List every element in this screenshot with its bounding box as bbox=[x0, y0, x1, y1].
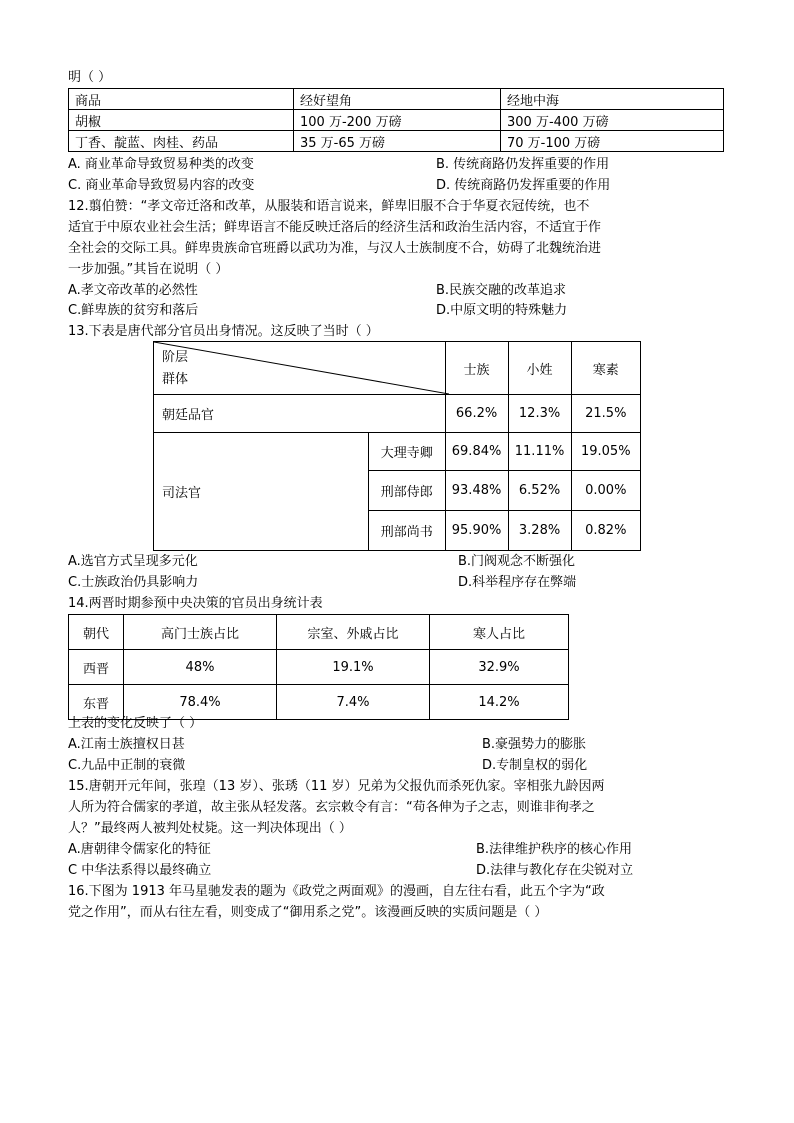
table-cell: 胡椒 bbox=[69, 110, 294, 131]
table-row bbox=[69, 131, 724, 152]
question-16-line: 党之作用”，而从右往左看，则变成了“御用系之党”。该漫画反映的实质问题是（ ） bbox=[68, 905, 548, 920]
question-15-line: 人所为符合儒家的孝道，故主张从轻发落。玄宗敕令有言：“苟各伸为子之志，则谁非徇孝之 bbox=[68, 800, 595, 815]
question-16-line: 16.下图为 1913 年马星驰发表的题为《政党之两面观》的漫画，自左往右看，此五个字为“政 bbox=[68, 884, 605, 899]
header-cell: 小姓 bbox=[508, 342, 571, 395]
question-14-title: 14.两晋时期参预中央决策的官员出身统计表 bbox=[68, 596, 323, 611]
table-cell: 11.11% bbox=[508, 433, 571, 471]
option-b: B.民族交融的改革追求 bbox=[436, 283, 567, 298]
table-cell: 12.3% bbox=[508, 395, 571, 433]
option-a: A.唐朝律令儒家化的特征 bbox=[68, 842, 211, 857]
table-cell: 70 万-100 万磅 bbox=[501, 131, 724, 152]
table-cell: 78.4% bbox=[124, 685, 277, 720]
option-c: C. 商业革命导致贸易内容的改变 bbox=[68, 178, 255, 193]
table-cell: 93.48% bbox=[445, 471, 508, 511]
option-b: B.门阀观念不断强化 bbox=[458, 554, 576, 569]
sub-row-label: 大理寺卿 bbox=[369, 433, 446, 471]
option-d: D.科举程序存在弊端 bbox=[458, 575, 577, 590]
option-c: C 中华法系得以最终确立 bbox=[68, 863, 212, 878]
trade-volume-table bbox=[68, 88, 724, 152]
table-row bbox=[154, 395, 641, 433]
table-header-row bbox=[154, 342, 641, 395]
option-b: B.豪强势力的膨胀 bbox=[482, 737, 587, 752]
option-a: A.江南士族擅权日甚 bbox=[68, 737, 185, 752]
option-a: A.孝文帝改革的必然性 bbox=[68, 283, 198, 298]
row-label: 司法官 bbox=[154, 433, 369, 551]
question-15-line: 人？”最终两人被判处杖毙。这一判决体现出（ ） bbox=[68, 821, 352, 836]
table-row bbox=[154, 433, 641, 471]
table-cell: 7.4% bbox=[277, 685, 430, 720]
table-cell: 0.00% bbox=[571, 471, 640, 511]
question-11-stem-tail: 明（ ） bbox=[68, 70, 112, 85]
table-cell: 0.82% bbox=[571, 511, 640, 551]
option-a: A. 商业革命导致贸易种类的改变 bbox=[68, 157, 254, 172]
table-cell: 6.52% bbox=[508, 471, 571, 511]
option-c: C.士族政治仍具影响力 bbox=[68, 575, 199, 590]
sub-row-label: 刑部尚书 bbox=[369, 511, 446, 551]
table-cell: 19.05% bbox=[571, 433, 640, 471]
option-a: A.选官方式呈现多元化 bbox=[68, 554, 198, 569]
option-c: C.鲜卑族的贫穷和落后 bbox=[68, 303, 199, 318]
jin-officials-table bbox=[68, 614, 569, 720]
question-12-line: 12.翦伯赞：“孝文帝迁洛和改革，从服装和语言说来，鲜卑旧服不合于华夏衣冠传统，也不 bbox=[68, 199, 590, 214]
sub-row-label: 刑部侍郎 bbox=[369, 471, 446, 511]
table-cell: 95.90% bbox=[445, 511, 508, 551]
header-cell: 士族 bbox=[445, 342, 508, 395]
table-cell: 东晋 bbox=[69, 685, 124, 720]
header-cell: 经好望角 bbox=[294, 89, 501, 110]
question-14-stem: 上表的变化反映了（ ） bbox=[68, 716, 203, 731]
table-cell: 35 万-65 万磅 bbox=[294, 131, 501, 152]
option-b: B.法律维护秩序的核心作用 bbox=[476, 842, 633, 857]
table-cell: 32.9% bbox=[430, 650, 569, 685]
table-cell: 14.2% bbox=[430, 685, 569, 720]
question-13-stem: 13.下表是唐代部分官员出身情况。这反映了当时（ ） bbox=[68, 324, 379, 339]
table-cell: 100 万-200 万磅 bbox=[294, 110, 501, 131]
table-cell: 3.28% bbox=[508, 511, 571, 551]
table-header-row bbox=[69, 615, 569, 650]
option-d: D.专制皇权的弱化 bbox=[482, 758, 588, 773]
header-cell: 经地中海 bbox=[501, 89, 724, 110]
question-15-line: 15.唐朝开元年间，张瑝（13 岁）、张琇（11 岁）兄弟为父报仇而杀死仇家。宰相张九龄因两 bbox=[68, 779, 605, 794]
table-cell: 西晋 bbox=[69, 650, 124, 685]
table-header-row bbox=[69, 89, 724, 110]
table-row bbox=[69, 110, 724, 131]
table-cell: 69.84% bbox=[445, 433, 508, 471]
question-12-line: 一步加强。”其旨在说明（ ） bbox=[68, 262, 229, 277]
option-c: C.九品中正制的衰微 bbox=[68, 758, 186, 773]
header-cell: 朝代 bbox=[69, 615, 124, 650]
option-d: D.中原文明的特殊魅力 bbox=[436, 303, 568, 318]
header-cell: 高门士族占比 bbox=[124, 615, 277, 650]
table-cell: 21.5% bbox=[571, 395, 640, 433]
table-cell: 48% bbox=[124, 650, 277, 685]
header-cell: 宗室、外戚占比 bbox=[277, 615, 430, 650]
table-cell: 19.1% bbox=[277, 650, 430, 685]
header-cell: 商品 bbox=[69, 89, 294, 110]
row-label: 朝廷品官 bbox=[154, 395, 446, 433]
option-d: D. 传统商路仍发挥重要的作用 bbox=[436, 178, 611, 193]
table-cell: 66.2% bbox=[445, 395, 508, 433]
corner-label-group: 群体 bbox=[162, 372, 189, 387]
question-12-line: 全社会的交际工具。鲜卑贵族命官班爵以武功为准，与汉人士族制度不合，妨碍了北魏统治进 bbox=[68, 241, 602, 256]
corner-label-class: 阶层 bbox=[162, 350, 189, 365]
table-row bbox=[69, 650, 569, 685]
tang-officials-table bbox=[153, 341, 641, 551]
header-cell: 寒人占比 bbox=[430, 615, 569, 650]
diagonal-line bbox=[154, 342, 449, 394]
option-d: D.法律与教化存在尖锐对立 bbox=[476, 863, 634, 878]
table-cell: 丁香、靛蓝、肉桂、药品 bbox=[69, 131, 294, 152]
table-cell: 300 万-400 万磅 bbox=[501, 110, 724, 131]
header-cell: 寒素 bbox=[571, 342, 640, 395]
option-b: B. 传统商路仍发挥重要的作用 bbox=[436, 157, 610, 172]
diagonal-header-cell bbox=[154, 342, 446, 395]
question-12-line: 适宜于中原农业社会生活；鲜卑语言不能反映迁洛后的经济生活和政治生活内容，不适宜于作 bbox=[68, 220, 602, 235]
